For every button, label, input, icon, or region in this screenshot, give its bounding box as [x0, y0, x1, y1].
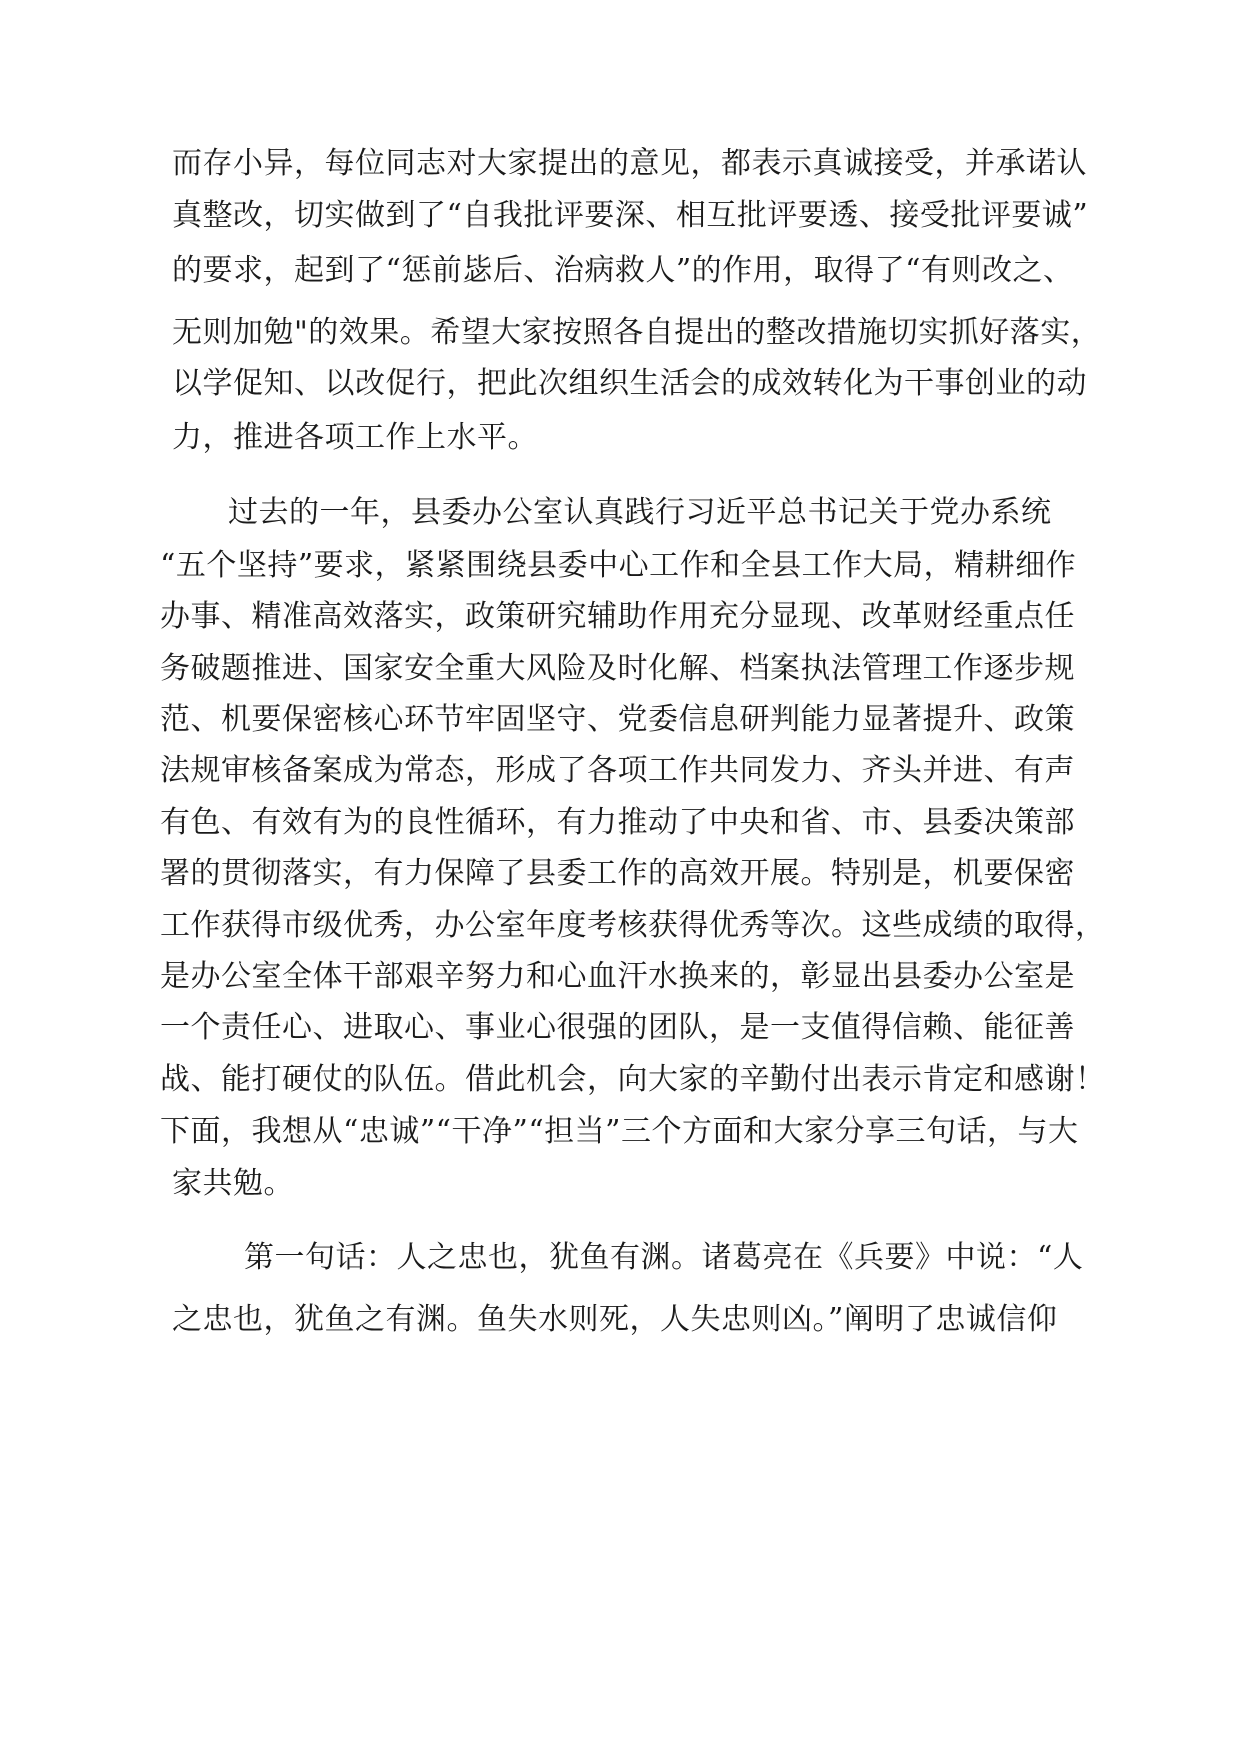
text-line: 过去的一年，县委办公室认真践行习近平总书记关于党办系统	[228, 495, 1052, 530]
text-line: 工作获得市级优秀，办公室年度考核获得优秀等次。这些成绩的取得，	[160, 908, 1106, 943]
text-line: 办事、精准高效落实，政策研究辅助作用充分显现、改革财经重点任	[160, 599, 1075, 634]
text-line: 范、机要保密核心环节牢固坚守、党委信息研判能力显著提升、政策	[160, 702, 1075, 737]
text-line: 家共勉。	[172, 1166, 294, 1201]
text-line: 战、能打硬仗的队伍。借此机会，向大家的辛勤付出表示肯定和感谢！	[160, 1062, 1106, 1097]
text-line: 以学促知、以改促行，把此次组织生活会的成效转化为干事创业的动	[172, 366, 1087, 401]
text-line: 务破题推进、国家安全重大风险及时化解、档案执法管理工作逐步规	[160, 651, 1075, 686]
text-line: 无则加勉"的效果。希望大家按照各自提出的整改措施切实抓好落实，	[172, 315, 1102, 350]
text-line: 署的贯彻落实，有力保障了县委工作的高效开展。特别是，机要保密	[160, 856, 1075, 891]
text-line: 的要求，起到了“惩前毖后、治病救人”的作用，取得了“有则改之、	[172, 253, 1074, 288]
text-line: 有色、有效有为的良性循环，有力推动了中央和省、市、县委决策部	[160, 805, 1075, 840]
text-line: “五个坚持”要求，紧紧围绕县委中心工作和全县工作大局，精耕细作	[160, 548, 1077, 583]
text-line: 而存小异，每位同志对大家提出的意见，都表示真诚接受，并承诺认	[172, 146, 1087, 181]
text-line: 是办公室全体干部艰辛努力和心血汗水换来的，彰显出县委办公室是	[160, 959, 1075, 994]
text-line: 真整改，切实做到了“自我批评要深、相互批评要透、接受批评要诚”	[172, 198, 1089, 233]
text-line: 之忠也，犹鱼之有渊。鱼失水则死，人失忠则凶。”阐明了忠诚信仰	[172, 1302, 1058, 1337]
text-line: 法规审核备案成为常态，形成了各项工作共同发力、齐头并进、有声	[160, 753, 1075, 788]
text-line: 一个责任心、进取心、事业心很强的团队，是一支值得信赖、能征善	[160, 1010, 1075, 1045]
text-line: 下面，我想从“忠诚”“干净”“担当”三个方面和大家分享三句话，与大	[160, 1114, 1079, 1149]
text-line: 第一句话：人之忠也，犹鱼有渊。诸葛亮在《兵要》中说：“人	[244, 1240, 1084, 1275]
text-line: 力，推进各项工作上水平。	[172, 420, 538, 455]
